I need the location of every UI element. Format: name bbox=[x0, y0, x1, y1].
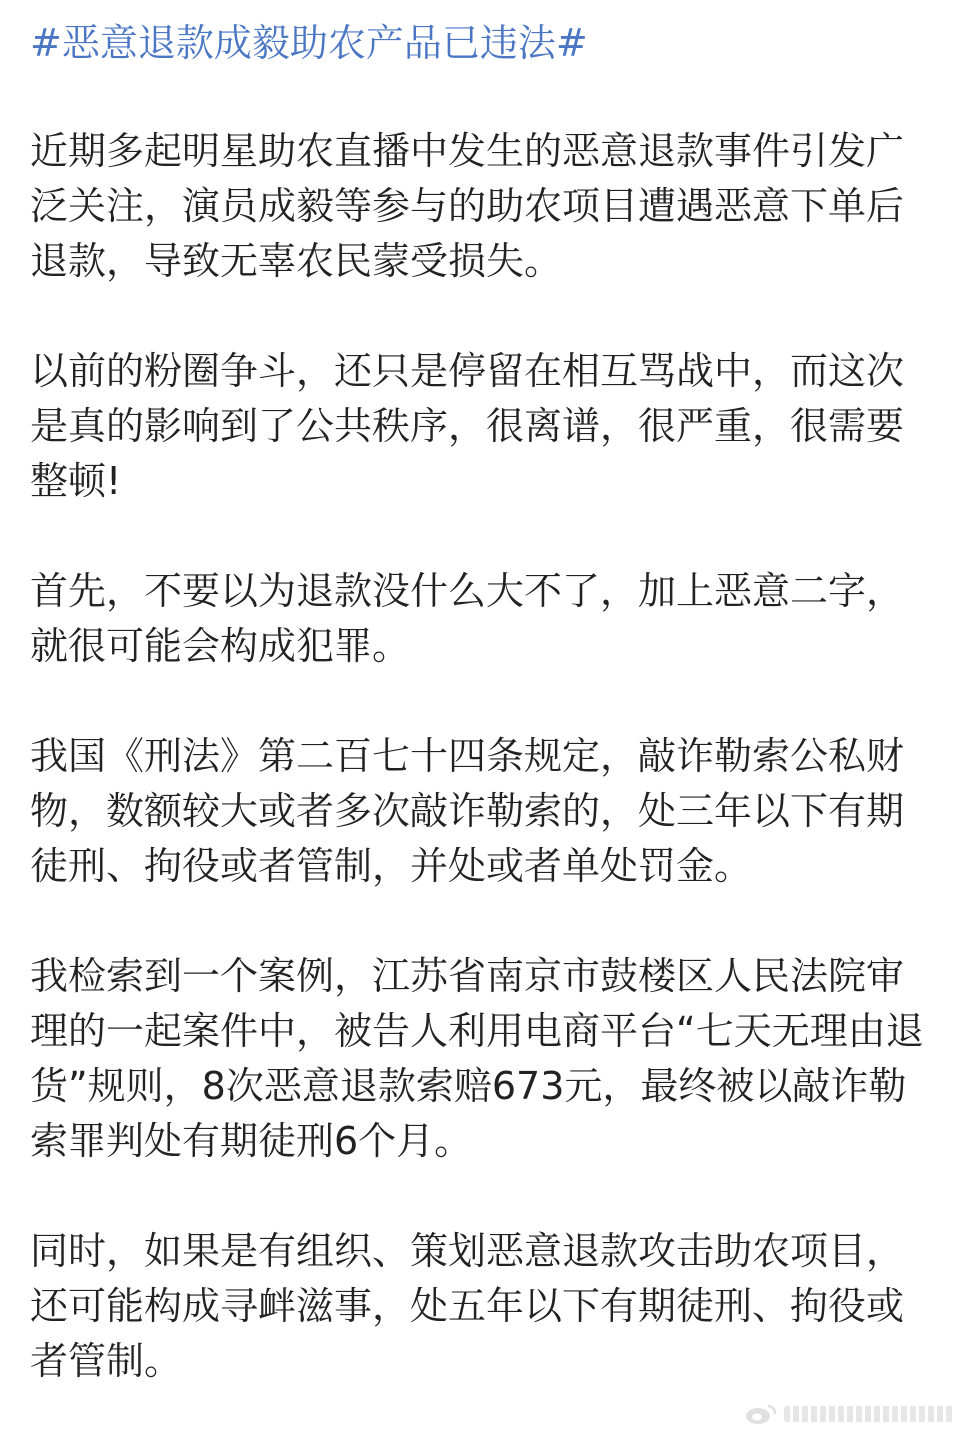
post-content bbox=[30, 16, 930, 1444]
paragraph-fandom: 以前的粉圈争斗，还只是停留在相互骂战中，而这次是真的影响到了公共秩序，很离谱，很严重，很需要整顿! bbox=[30, 349, 905, 503]
paragraph-criminal-law: 我国《刑法》第二百七十四条规定，敲诈勒索公私财物，数额较大或者多次敲诈勒索的，处三年以下有期徒刑、拘役或者管制，并处或者单处罚金。 bbox=[30, 734, 905, 888]
watermark-text bbox=[784, 1406, 954, 1422]
paragraph-case-example: 我检索到一个案例，江苏省南京市鼓楼区人民法院审理的一起案件中，被告人利用电商平台“七天无理由退货”规则，8次恶意退款索赔673元，最终被以敲诈勒索罪判处有期徒刑6个月。 bbox=[30, 954, 924, 1163]
weibo-logo-icon bbox=[744, 1403, 778, 1425]
hashtag-link[interactable]: #恶意退款成毅助农产品已违法# bbox=[30, 21, 588, 65]
paragraph-crime-warning: 首先，不要以为退款没什么大不了，加上恶意二字，就很可能会构成犯罪。 bbox=[30, 569, 905, 668]
paragraph-intro: 近期多起明星助农直播中发生的恶意退款事件引发广泛关注，演员成毅等参与的助农项目遭遇恶意下单后退款，导致无辜农民蒙受损失。 bbox=[30, 129, 905, 283]
paragraph-provocation: 同时，如果是有组织、策划恶意退款攻击助农项目，还可能构成寻衅滋事，处五年以下有期徒刑、拘役或者管制。 bbox=[30, 1229, 905, 1383]
watermark bbox=[744, 1403, 954, 1425]
